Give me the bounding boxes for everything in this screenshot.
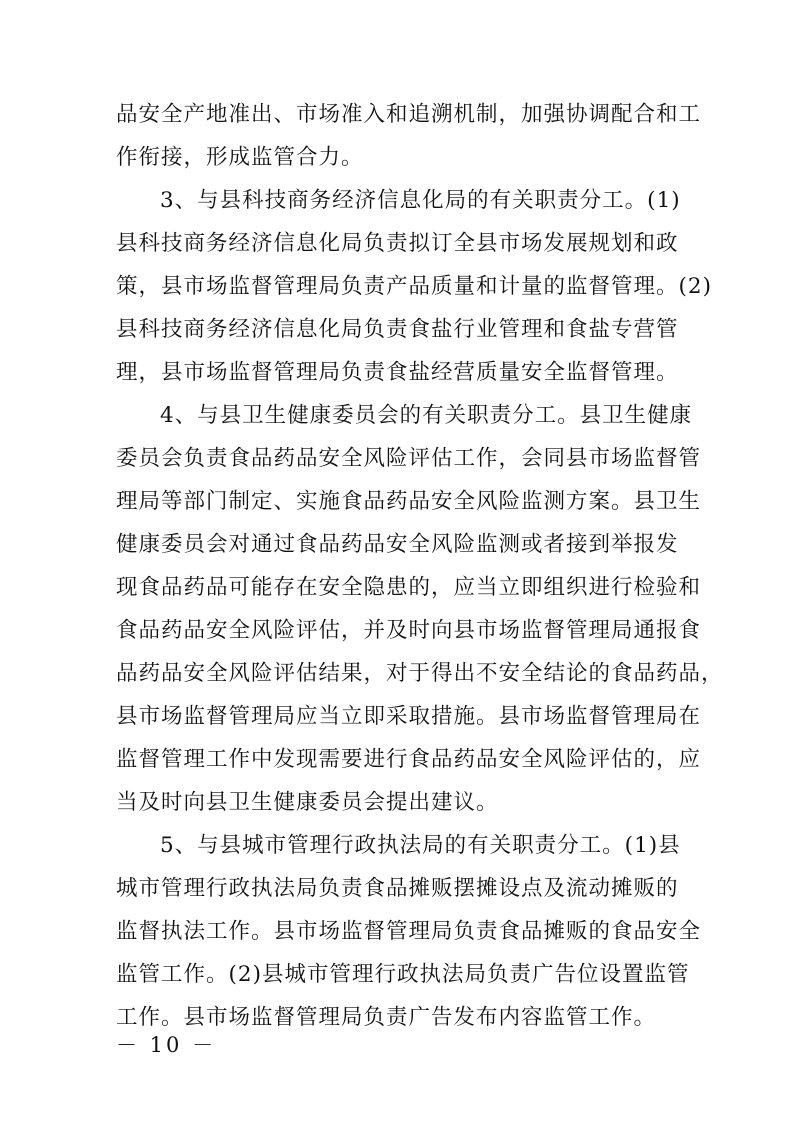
text-line: 县科技商务经济信息化局负责食盐行业管理和食盐专营管 (116, 317, 679, 342)
text-line: 4、与县卫生健康委员会的有关职责分工。县卫生健康 (160, 403, 693, 428)
text-line: 监管工作。(2)县城市管理行政执法局负责广告位设置监管 (116, 962, 690, 987)
text-line: 5、与县城市管理行政执法局的有关职责分工。(1)县 (160, 833, 681, 858)
text-line: 监督管理工作中发现需要进行食品药品安全风险评估的，应 (116, 747, 702, 772)
text-line: 县科技商务经济信息化局负责拟订全县市场发展规划和政 (116, 231, 679, 256)
text-line: 食品药品安全风险评估，并及时向县市场监督管理局通报食 (116, 618, 702, 643)
text-line: 理局等部门制定、实施食品药品安全风险监测方案。县卫生 (116, 489, 702, 514)
page-number: － 10 － (116, 1033, 217, 1057)
text-line: 作衔接，形成监管合力。 (116, 145, 364, 170)
text-line: 工作。县市场监督管理局负责广告发布内容监管工作。 (116, 1005, 657, 1030)
text-line: 委员会负责食品药品安全风险评估工作，会同县市场监督管 (116, 446, 702, 471)
text-line: 3、与县科技商务经济信息化局的有关职责分工。(1) (160, 188, 681, 213)
text-line: 现食品药品可能存在安全隐患的，应当立即组织进行检验和 (116, 575, 702, 600)
text-line: 策，县市场监督管理局负责产品质量和计量的监督管理。(2) (116, 274, 712, 299)
text-line: 当及时向县卫生健康委员会提出建议。 (116, 790, 499, 815)
text-line: 品药品安全风险评估结果，对于得出不安全结论的食品药品， (116, 661, 724, 686)
text-line: 理，县市场监督管理局负责食盐经营质量安全监督管理。 (116, 360, 679, 385)
text-line: 健康委员会对通过食品药品安全风险监测或者接到举报发 (116, 532, 679, 557)
text-line: 品安全产地准出、市场准入和追溯机制，加强协调配合和工 (116, 102, 702, 127)
text-line: 县市场监督管理局应当立即采取措施。县市场监督管理局在 (116, 704, 702, 729)
text-line: 监督执法工作。县市场监督管理局负责食品摊贩的食品安全 (116, 919, 702, 944)
text-line: 城市管理行政执法局负责食品摊贩摆摊设点及流动摊贩的 (116, 876, 679, 901)
